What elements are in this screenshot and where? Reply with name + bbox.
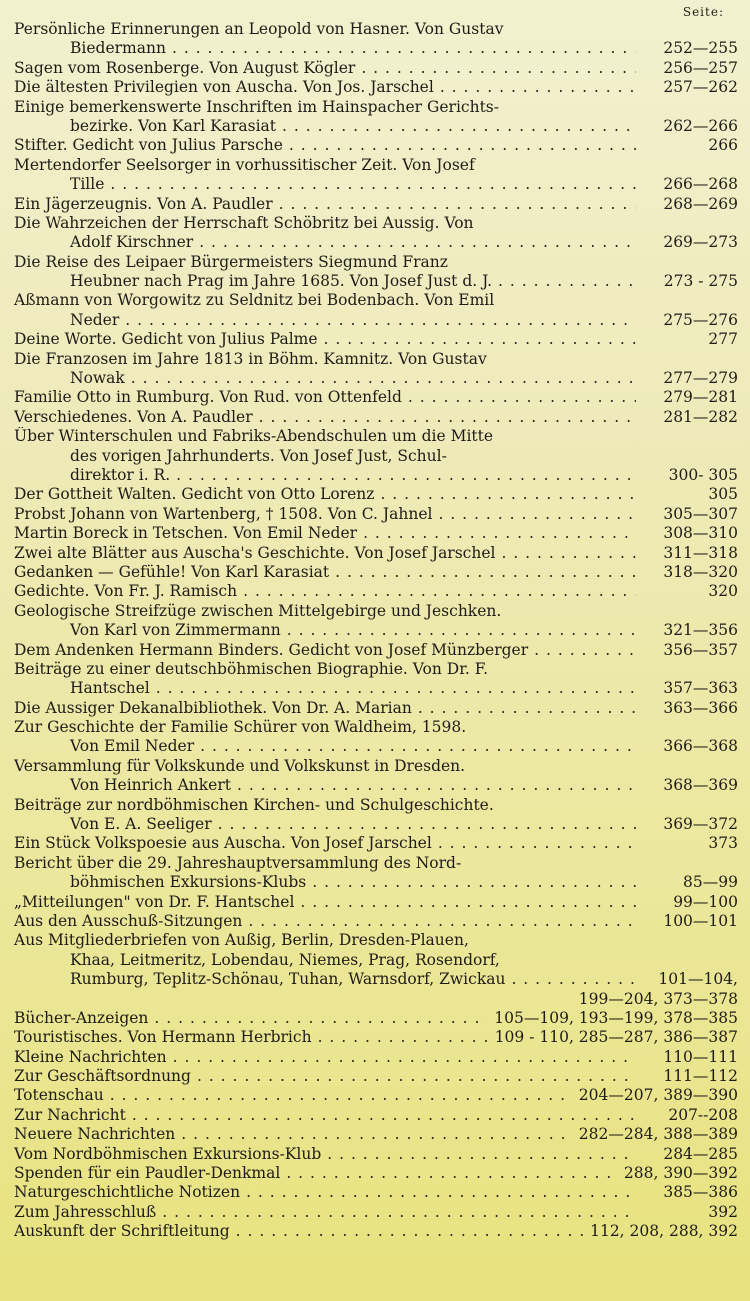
- dot-leader: [172, 39, 636, 58]
- toc-page-number: 256—257: [663, 58, 738, 77]
- toc-entry-title: Gedichte. Von Fr. J. Ramisch: [14, 582, 238, 601]
- toc-entry-title: Die Reise des Leipaer Bürgermeisters Siegmund Franz: [14, 252, 448, 271]
- toc-entry-title: Deine Worte. Gedicht von Julius Palme: [14, 330, 318, 349]
- dot-leader: [259, 408, 636, 427]
- toc-page-number: 385—386: [663, 1183, 738, 1202]
- dot-leader: [318, 1028, 489, 1047]
- toc-page-number: 252—255: [663, 39, 738, 58]
- toc-entry-line: [14, 1145, 738, 1164]
- toc-page-number: 356—357: [663, 640, 738, 659]
- toc-page-number: 85—99: [683, 873, 738, 892]
- toc-entry-line: [14, 369, 738, 388]
- toc-entry-title: Aus den Ausschuß-Sitzungen: [14, 911, 243, 930]
- toc-entry-line: [14, 1028, 738, 1047]
- toc-entry-title: Von Emil Neder: [70, 737, 195, 756]
- toc-page-number: 321—356: [663, 621, 738, 640]
- toc-entry-line: [14, 1048, 738, 1067]
- dot-leader: [289, 136, 636, 155]
- toc-entry-title: Hantschel: [70, 679, 150, 698]
- toc-entry-line: [14, 1086, 738, 1105]
- toc-entry-line: [14, 466, 738, 485]
- toc-entry-title: Von Karl von Zimmermann: [70, 621, 281, 640]
- dot-leader: [498, 272, 636, 291]
- toc-entry-title: Gedanken — Gefühle! Von Karl Karasiat: [14, 562, 330, 581]
- toc-entry-line: [14, 291, 738, 310]
- dot-leader: [327, 1145, 636, 1164]
- toc-page-number: 266—268: [663, 175, 738, 194]
- dot-leader: [440, 78, 636, 97]
- dot-leader: [501, 544, 636, 563]
- toc-page-number: 282—284, 388—389: [578, 1125, 738, 1144]
- toc-page-number: 199—204, 373—378: [578, 989, 738, 1008]
- toc-page-number: 366—368: [663, 737, 738, 756]
- dot-leader: [248, 912, 636, 931]
- dot-leader: [324, 330, 636, 349]
- dot-leader: [199, 233, 636, 252]
- toc-entry-line: [14, 679, 738, 698]
- toc-page-number: 207--208: [668, 1105, 738, 1124]
- toc-page-number: 277: [708, 330, 738, 349]
- dot-leader: [279, 195, 636, 214]
- toc-page-number: 204—207, 389—390: [578, 1086, 738, 1105]
- toc-entry-title: des vorigen Jahrhunderts. Von Josef Just, Schul-: [70, 446, 447, 465]
- toc-page-number: 368—369: [663, 776, 738, 795]
- toc-entry-line: [14, 796, 738, 815]
- toc-page-number: 262—266: [663, 116, 738, 135]
- toc-entry-line: [14, 175, 738, 194]
- toc-page-number: 281—282: [663, 407, 738, 426]
- toc-entry-line: [14, 970, 738, 989]
- toc-entry-title: Heubner nach Prag im Jahre 1685. Von Josef Just d. J.: [70, 272, 493, 291]
- toc-page-number: 373: [708, 834, 738, 853]
- toc-entry-line: [14, 98, 738, 117]
- toc-entry-title: böhmischen Exkursions-Klubs: [70, 873, 307, 892]
- toc-entry-line: [14, 873, 738, 892]
- toc-entry-line: [14, 1222, 738, 1241]
- toc-entry-title: Dem Andenken Hermann Binders. Gedicht von Josef Münzberger: [14, 640, 529, 659]
- toc-entry-title: Versammlung für Volkskunde und Volkskunst in Dresden.: [14, 756, 466, 775]
- toc-entry-title: Zur Geschäftsordnung: [14, 1067, 191, 1086]
- toc-entry-line: [14, 854, 738, 873]
- dot-leader: [156, 679, 636, 698]
- toc-entry-line: [14, 524, 738, 543]
- toc-entry-title: Aus Mitgliederbriefen von Außig, Berlin, Dresden-Plauen,: [14, 931, 469, 950]
- toc-entry-title: „Mitteilungen" von Dr. F. Hantschel: [14, 892, 295, 911]
- dot-leader: [200, 737, 636, 756]
- toc-entry-title: Sagen vom Rosenberge. Von August Kögler: [14, 58, 356, 77]
- toc-entry-title: Tille: [70, 175, 105, 194]
- toc-entry-line: [14, 1106, 738, 1125]
- toc-entry-title: Zur Geschichte der Familie Schürer von Waldheim, 1598.: [14, 718, 467, 737]
- toc-entry-title: Von E. A. Seeliger: [70, 815, 212, 834]
- dot-leader: [218, 815, 636, 834]
- toc-entry-line: [14, 1183, 738, 1202]
- toc-entry-line: [14, 253, 738, 272]
- dot-leader: [361, 59, 636, 78]
- toc-page-number: 392: [708, 1202, 738, 1221]
- toc-entry-line: [14, 718, 738, 737]
- table-of-contents: [14, 20, 738, 1242]
- toc-entry-title: Kleine Nachrichten: [14, 1047, 167, 1066]
- toc-page-number: 257—262: [663, 78, 738, 97]
- toc-page-number: 266: [708, 136, 738, 155]
- toc-entry-line: [14, 1009, 738, 1028]
- toc-entry-line: [14, 447, 738, 466]
- toc-entry-title: Vom Nordböhmischen Exkursions-Klub: [14, 1144, 322, 1163]
- toc-entry-line: [14, 757, 738, 776]
- toc-entry-title: Bericht über die 29. Jahreshauptversammlung des Nord-: [14, 853, 462, 872]
- toc-entry-line: [14, 931, 738, 950]
- toc-entry-title: Martin Boreck in Tetschen. Von Emil Neder: [14, 524, 358, 543]
- dot-leader: [408, 388, 636, 407]
- toc-entry-title: Bücher-Anzeigen: [14, 1008, 149, 1027]
- dot-leader: [110, 175, 636, 194]
- toc-entry-line: [14, 621, 738, 640]
- toc-entry-line: [14, 834, 738, 853]
- toc-entry-line: [14, 737, 738, 756]
- toc-page-number: 105—109, 193—199, 378—385: [494, 1008, 738, 1027]
- toc-page-number: 305—307: [663, 504, 738, 523]
- dot-leader: [335, 563, 636, 582]
- toc-entry-line: [14, 156, 738, 175]
- toc-entry-line: [14, 1203, 738, 1222]
- toc-entry-title: Zwei alte Blätter aus Auscha's Geschichte. Von Josef Jarschel: [14, 543, 496, 562]
- dot-leader: [534, 641, 636, 660]
- toc-entry-title: Zur Nachricht: [14, 1105, 126, 1124]
- toc-entry-title: Der Gottheit Walten. Gedicht von Otto Lorenz: [14, 485, 375, 504]
- toc-page-number: 300- 305: [668, 465, 738, 484]
- toc-entry-line: [14, 544, 738, 563]
- toc-entry-line: [14, 776, 738, 795]
- toc-page-number: 269—273: [663, 233, 738, 252]
- toc-entry-title: Spenden für ein Paudler-Denkmal: [14, 1164, 281, 1183]
- toc-page-number: 311—318: [663, 543, 738, 562]
- toc-entry-title: Aßmann von Worgowitz zu Seldnitz bei Bodenbach. Von Emil: [14, 291, 495, 310]
- toc-entry-line: [14, 330, 738, 349]
- toc-page-number: 277—279: [663, 369, 738, 388]
- toc-entry-line: [14, 272, 738, 291]
- toc-entry-line: [14, 59, 738, 78]
- toc-page-number: 279—281: [663, 388, 738, 407]
- toc-page-number: 273 - 275: [663, 272, 738, 291]
- toc-entry-title: Die Aussiger Dekanalbibliothek. Von Dr. A. Marian: [14, 698, 412, 717]
- toc-entry-line: [14, 1164, 738, 1183]
- toc-entry-title: Naturgeschichtliche Notizen: [14, 1183, 241, 1202]
- toc-entry-title: Mertendorfer Seelsorger in vorhussitischer Zeit. Von Josef: [14, 155, 475, 174]
- dot-leader: [286, 1164, 618, 1183]
- toc-entry-line: [14, 195, 738, 214]
- toc-entry-line: [14, 912, 738, 931]
- toc-entry-title: Rumburg, Teplitz-Schönau, Tuhan, Warnsdorf, Zwickau: [70, 970, 506, 989]
- toc-page-number: 305: [708, 485, 738, 504]
- toc-entry-title: Totenschau: [14, 1086, 104, 1105]
- dot-leader: [282, 117, 636, 136]
- dot-leader: [418, 699, 636, 718]
- toc-entry-line: [14, 893, 738, 912]
- toc-page-number: 268—269: [663, 194, 738, 213]
- dot-leader: [380, 485, 636, 504]
- toc-entry-line: [14, 1125, 738, 1144]
- toc-entry-title: Beiträge zu einer deutschböhmischen Biographie. Von Dr. F.: [14, 659, 489, 678]
- toc-entry-line: [14, 136, 738, 155]
- dot-leader: [154, 1009, 488, 1028]
- toc-entry-title: Stifter. Gedicht von Julius Parsche: [14, 136, 283, 155]
- toc-entry-title: Persönliche Erinnerungen an Leopold von Hasner. Von Gustav: [14, 20, 504, 38]
- toc-entry-title: Biedermann: [70, 39, 166, 58]
- dot-leader: [511, 970, 636, 989]
- toc-page-number: 357—363: [663, 679, 738, 698]
- toc-page-number: 101—104,: [658, 970, 738, 989]
- toc-entry-title: Verschiedenes. Von A. Paudler: [14, 407, 253, 426]
- toc-entry-line: [14, 408, 738, 427]
- dot-leader: [363, 524, 636, 543]
- dot-leader: [287, 621, 636, 640]
- toc-entry-title: Ein Jägerzeugnis. Von A. Paudler: [14, 194, 273, 213]
- toc-entry-line: [14, 233, 738, 252]
- toc-entry-title: Neuere Nachrichten: [14, 1125, 176, 1144]
- dot-leader: [237, 776, 636, 795]
- dot-leader: [197, 1067, 636, 1086]
- dot-leader: [243, 582, 636, 601]
- toc-entry-line: [14, 505, 738, 524]
- toc-entry-title: Probst Johann von Wartenberg, † 1508. Von C. Jahnel: [14, 504, 433, 523]
- seite-column-label: Seite:: [682, 5, 724, 19]
- toc-entry-line: [14, 350, 738, 369]
- toc-entry-line: [14, 951, 738, 970]
- toc-entry-line: [14, 39, 738, 58]
- toc-entry-title: Die ältesten Privilegien von Auscha. Von Jos. Jarschel: [14, 78, 434, 97]
- dot-leader: [312, 873, 636, 892]
- toc-page-number: 275—276: [663, 310, 738, 329]
- toc-entry-title: Nowak: [70, 369, 125, 388]
- toc-entry-line: [14, 78, 738, 97]
- toc-entry-title: Zum Jahresschluß: [14, 1202, 157, 1221]
- dot-leader: [132, 1106, 636, 1125]
- toc-page-number: 110—111: [663, 1047, 738, 1066]
- dot-leader: [438, 834, 636, 853]
- toc-entry-line: [14, 602, 738, 621]
- toc-entry-line: [14, 815, 738, 834]
- toc-page-number: 112, 208, 288, 392: [590, 1222, 738, 1241]
- toc-entry-title: Geologische Streifzüge zwischen Mittelgebirge und Jeschken.: [14, 601, 502, 620]
- toc-entry-line: [14, 641, 738, 660]
- toc-entry-line: [14, 20, 738, 39]
- dot-leader: [438, 505, 636, 524]
- toc-entry-title: Beiträge zur nordböhmischen Kirchen- und Schulgeschichte.: [14, 795, 494, 814]
- toc-entry-title: Die Franzosen im Jahre 1813 in Böhm. Kamnitz. Von Gustav: [14, 349, 487, 368]
- toc-entry-title: bezirke. Von Karl Karasiat: [70, 116, 277, 135]
- toc-page-number: 99—100: [673, 892, 738, 911]
- toc-entry-line: [14, 1067, 738, 1086]
- toc-entry-title: Ein Stück Volkspoesie aus Auscha. Von Josef Jarschel: [14, 834, 432, 853]
- toc-entry-line: [14, 214, 738, 233]
- dot-leader: [176, 466, 636, 485]
- dot-leader: [131, 369, 636, 388]
- toc-entry-title: Von Heinrich Ankert: [70, 776, 231, 795]
- dot-leader: [300, 893, 636, 912]
- toc-entry-line: [14, 582, 738, 601]
- toc-entry-title: direktor i. R.: [70, 465, 171, 484]
- dot-leader: [110, 1086, 573, 1105]
- toc-page-number: 100—101: [663, 911, 738, 930]
- toc-entry-line: [14, 563, 738, 582]
- dot-leader: [246, 1183, 636, 1202]
- toc-entry-title: Neder: [70, 310, 120, 329]
- toc-entry-title: Adolf Kirschner: [70, 233, 194, 252]
- toc-entry-line: [14, 388, 738, 407]
- toc-page-number: 109 - 110, 285—287, 386—387: [494, 1028, 738, 1047]
- toc-entry-title: Über Winterschulen und Fabriks-Abendschulen um die Mitte: [14, 427, 494, 446]
- toc-page-number: 318—320: [663, 562, 738, 581]
- toc-entry-line: [14, 699, 738, 718]
- toc-page-number: 111—112: [663, 1067, 738, 1086]
- toc-entry-line: [14, 427, 738, 446]
- dot-leader: [173, 1048, 636, 1067]
- toc-page-number: 284—285: [663, 1144, 738, 1163]
- toc-entry-title: Die Wahrzeichen der Herrschaft Schöbritz bei Aussig. Von: [14, 213, 474, 232]
- toc-page-number: 320: [708, 582, 738, 601]
- dot-leader: [181, 1125, 573, 1144]
- toc-page-number: 363—366: [663, 698, 738, 717]
- dot-leader: [236, 1222, 584, 1241]
- toc-entry-title: Khaa, Leitmeritz, Lobendau, Niemes, Prag, Rosendorf,: [70, 950, 500, 969]
- toc-entry-title: Auskunft der Schriftleitung: [14, 1222, 230, 1241]
- toc-page-number: 369—372: [663, 815, 738, 834]
- dot-leader: [162, 1203, 636, 1222]
- toc-entry-line: [14, 990, 738, 1009]
- toc-entry-line: [14, 311, 738, 330]
- toc-entry-title: Touristisches. Von Hermann Herbrich: [14, 1028, 312, 1047]
- toc-page-number: 288, 390—392: [623, 1164, 738, 1183]
- toc-page-number: 308—310: [663, 524, 738, 543]
- dot-leader: [125, 311, 636, 330]
- toc-entry-line: [14, 485, 738, 504]
- toc-entry-line: [14, 117, 738, 136]
- toc-entry-line: [14, 660, 738, 679]
- toc-entry-title: Familie Otto in Rumburg. Von Rud. von Ottenfeld: [14, 388, 402, 407]
- toc-entry-title: Einige bemerkenswerte Inschriften im Hainspacher Gerichts-: [14, 97, 500, 116]
